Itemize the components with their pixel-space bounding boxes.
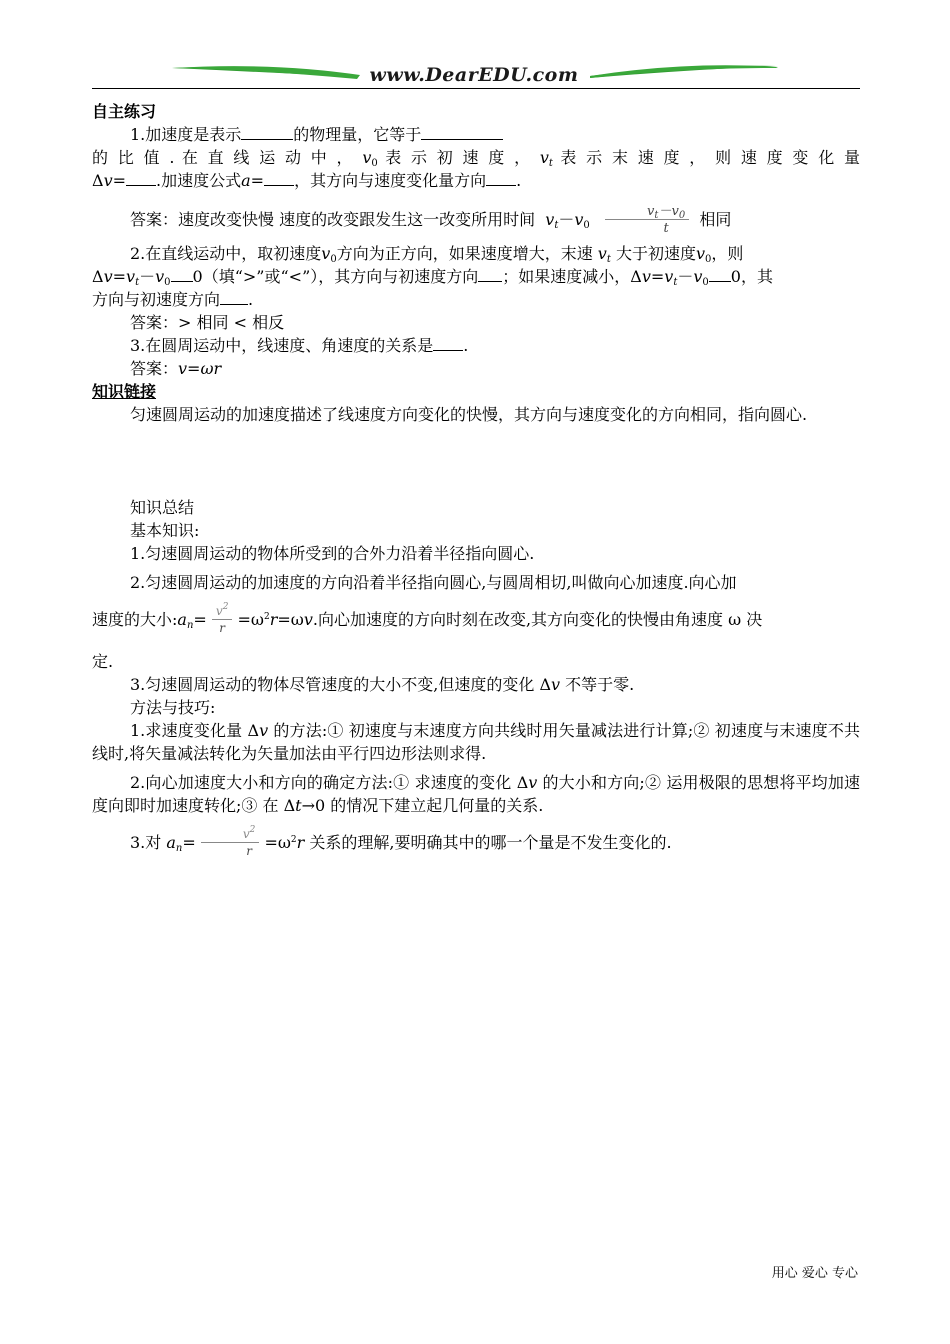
spacer [92,426,860,496]
question-1-line-1: 1.加速度是表示 的物理量，它等于 [92,123,860,146]
question-1-line-2: 的 比 值 . 在 直 线 运 动 中 ， $v_0$ 表 示 初 速 度 ， $v_t$ 表 示 末 速 度 ， 则 速 度 变 化 量 [92,148,860,169]
question-2-line-2: $\Delta v=v_t-v_0$ 0（填“>”或“<”），其方向与初速度方向 ；如果速度减小，$\Delta v=v_t-v_0$ 0，其 [92,267,773,288]
blank [421,124,503,140]
site-url[interactable]: www.DearEDU.com [369,64,579,86]
blank [433,335,463,351]
blank [241,124,293,140]
summary-point-1: 1.匀速圆周运动的物体所受到的合外力沿着半径指向圆心. [130,544,535,563]
blank [220,289,248,305]
blank [486,170,516,186]
page-footer: 用心 爱心 专心 [771,1266,858,1281]
answer-1: 答案：速度改变快慢 速度的改变跟发生这一改变所用时间 $v_t-v_0$ $\frac{v_t-v_0}{t}$ 相同 [130,204,732,236]
blank [709,266,731,282]
answer-3: 答案：v=ωr [130,359,222,378]
answer-2: 答案：> 相同 < 相反 [130,313,285,332]
section-title-practice: 自主练习 [92,102,157,121]
basic-knowledge-heading: 基本知识: [130,521,200,540]
page-content [92,100,860,861]
fraction-v-squared-over-r: $\frac{v^2}{r}$ [201,827,260,860]
summary-point-2-line-3: 定. [92,652,114,671]
header-rule [92,88,860,89]
question-2-line-3: 方向与初速度方向 . [92,290,254,309]
method-3: 3.对 $a_n=$ $\frac{v^2}{r}$ $=\omega^2r$ 关系的理解,要明确其中的哪一个量是不发生变化的. [130,825,672,858]
question-1-line-3: Δv= .加速度公式a= ，其方向与速度变化量方向 . [92,171,522,190]
methods-heading: 方法与技巧: [130,698,216,717]
blank [264,170,294,186]
section-title-summary: 知识总结 [130,498,195,517]
summary-point-2-line-1: 2.匀速圆周运动的加速度的方向沿着半径指向圆心,与圆周相切,叫做向心加速度.向心加 [130,573,737,592]
question-2: 2.在直线运动中，取初速度$v_0$方向为正方向，如果速度增大，末速 $v_t$ 大于初速度$v_0$，则 [130,244,744,265]
blank [171,266,193,282]
fraction-v-squared-over-r: $\frac{v^2}{r}$ [212,604,233,637]
summary-point-2-line-2: 速度的大小$:a_n=$ $\frac{v^2}{r}$ $=\omega^2r=\omega v$.向心加速度的方向时刻在改变,其方向变化的快慢由角速度 ω 决 [92,602,763,635]
blank [126,170,156,186]
knowledge-link-body: 匀速圆周运动的加速度描述了线速度方向变化的快慢，其方向与速度变化的方向相同，指向圆心. [130,405,808,424]
method-1: 1.求速度变化量 Δv 的方法:① 初速度与末速度方向共线时用矢量减法进行计算;② 初速度与末速度不共线时,将矢量减法转化为矢量加法由平行四边形法则求得. [92,721,860,763]
fraction-vt-minus-v0-over-t: $\frac{v_t-v_0}{t}$ [605,204,689,237]
question-3: 3.在圆周运动中，线速度、角速度的关系是 . [130,336,469,355]
summary-point-3: 3.匀速圆周运动的物体尽管速度的大小不变,但速度的变化 Δv 不等于零. [130,675,635,694]
section-title-knowledge-link: 知识链接 [92,382,157,401]
site-header-logo [92,62,860,90]
blank [478,266,502,282]
method-2: 2.向心加速度大小和方向的确定方法:① 求速度的变化 Δv 的大小和方向;② 运用极限的思想将平均加速度向即时加速度转化;③ 在 Δt→0 的情况下建立起几何量的关系. [92,773,860,815]
